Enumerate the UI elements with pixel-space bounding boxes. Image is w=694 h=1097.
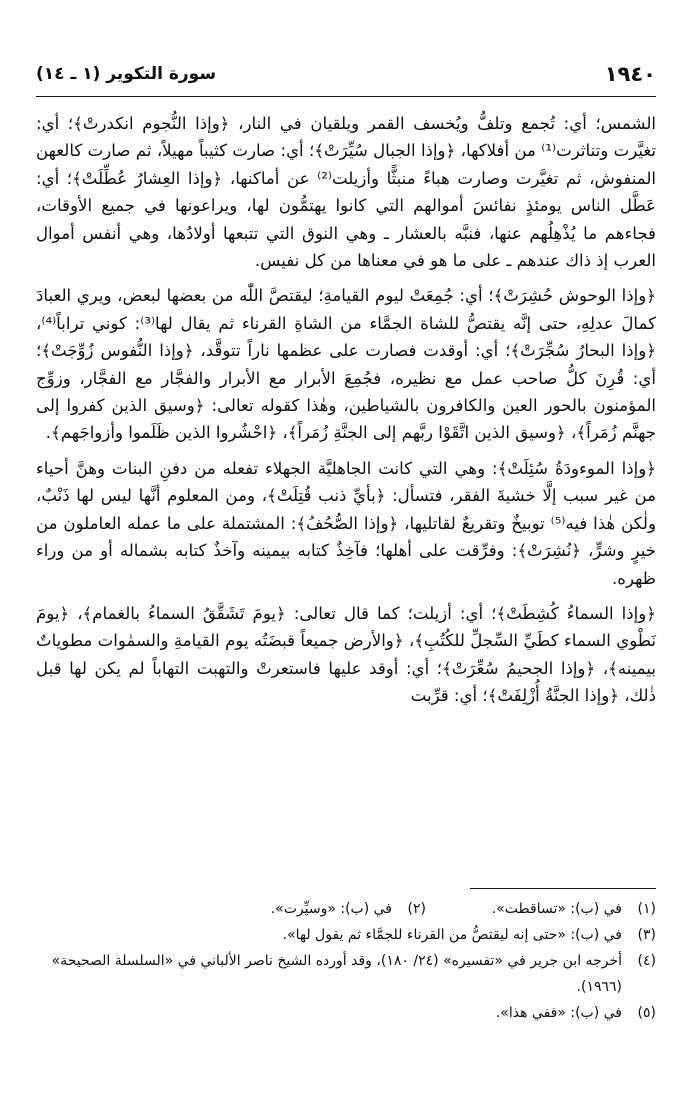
paragraph-4: ﴿وإذا السماءُ كُشِطَتْ﴾؛ أي: أزيلت؛ كما قال تعالى: ﴿يومَ تَشَقَّقُ السماءُ بالغمام﴾، ﴿يومَ نَطْوي السماء كطَيِّ السِّجلِّ للكُتُبِ﴾، ﴿والأرض جميعاً قبضَتُه يوم القيامةِ والسمٰوات مطوياتٌ بيمينه﴾، ﴿وإذا الجحيمُ سُعِّرَتْ﴾؛ أي: أوقد عليها فاستعرتْ والتهبت التهاباً لم يكن لها قبل ذٰلك، ﴿وإذا الجنَّةُ أُزْلِفَتْ﴾؛ أي: قرِّبت <box>36 603 656 706</box>
footnote-number: (٢) <box>407 901 426 917</box>
footnote-item <box>426 896 656 922</box>
footnote-text: في (ب): «حتى إنه ليقتصُّ من القرناء للجمَّاء ثم يقول لها». <box>282 927 622 943</box>
footnote-text: في (ب): «ففي هذا». <box>495 1005 622 1021</box>
footnote-text: في (ب): «وسيِّرت». <box>270 901 392 917</box>
paragraph-1: الشمس؛ أي: تُجمع وتلفُّ ويُخسف القمر ويلقيان في النار، ﴿وإذا النُّجوم انكدرتْ﴾؛ أي: تغيَّرت وتناثرت⁽¹⁾ من أفلاكها، ﴿وإذا الجبال سُيِّرَتْ﴾؛ أي: صارت كثيباً مهيلاً، ثم صارت كالعهن المنفوش، ثم تغيَّرت وصارت هباءً منبثًّا وأزيلت⁽²⁾ عن أماكنها، ﴿وإذا العِشارُ عُطِّلَتْ﴾؛ أي: عَطَّل الناس يومئذٍ نفائسَ أموالهم التي كانوا يهتمُّون لها، ويراعونها في جميع الأوقات، فجاءهم ما يُذْهِلُهم عنها، فنبَّه بالعشار ـ وهي النوق التي تتبعها أولادُها، وهي أنفس أموال العرب إذ ذاك عندهم ـ على ما هو في معناها من كل نفيس. <box>36 114 656 271</box>
footnote-number: (٤) <box>637 953 656 969</box>
footnote-item <box>36 1000 656 1026</box>
footnote-text: في (ب): «تساقطت». <box>491 901 622 917</box>
footnotes <box>36 896 656 1026</box>
paragraph-3: ﴿وإذا الموءودَةُ سُئِلَتْ﴾: وهي التي كانت الجاهليَّة الجهلاء تفعله من دفنِ البنات وهنَّ أحياء من غير سبب إلَّا خشيةَ الفقر، فتسأل: ﴿بأيِّ ذنب قُتِلَتْ﴾، ومن المعلوم أنَّها ليس لها ذَنْبٌ، ولٰكن هٰذا فيه⁽⁵⁾ توبيخٌ وتقريعٌ لقاتليها، ﴿وإذا الصُّحُفُ﴾: المشتملة على ما عمله العاملون من خيرٍ وشرٍّ، ﴿نُشِرَتْ﴾: وفرِّقت على أهلها؛ فآخِذٌ كتابه بيمينه وآخذٌ كتابه بشماله أو من وراء ظهره. <box>36 458 656 588</box>
page-number: ١٩٤٠ <box>604 62 656 86</box>
header-divider <box>36 96 656 97</box>
footnote-row <box>36 896 656 922</box>
footnote-item <box>36 922 656 948</box>
footnote-divider <box>470 888 656 889</box>
footnote-number: (٣) <box>637 927 656 943</box>
paragraph-2: ﴿وإذا الوحوش حُشِرَتْ﴾؛ أي: جُمِعَتْ ليوم القيامةِ؛ ليقتصَّ اللّٰه من بعضها لبعض، ويري العبادَ كمالَ عدلِهِ، حتى إنَّه يقتصُّ للشاة الجمَّاء من الشاةِ القرناء ثم يقال لها⁽³⁾: كوني تراباً⁽⁴⁾، ﴿وإذا البحارُ سُجِّرَتْ﴾؛ أي: أوقدت فصارت على عظمها ناراً تتوقَّد، ﴿وإذا النُّفوس زُوِّجَتْ﴾؛ أي: قُرِنَ كلُّ صاحب عمل مع نظيره، فجُمِعَ الأبرار مع الأبرار والفجَّار مع الفجَّار، وزوِّج المؤمنون بالحور العين والكافرون بالشياطين، وهٰذا كقوله تعالى: ﴿وسيق الذين كفروا إلى جهنَّم زُمَراً﴾، ﴿وسيق الذين اتَّقَوْا ربَّهم إلى الجنَّةِ زُمَراً﴾، ﴿احْشُروا الذين ظَلَموا وأزواجَهم﴾. <box>36 286 656 443</box>
page-header <box>36 60 656 96</box>
footnote-number: (١) <box>637 901 656 917</box>
running-title: سورة التكوير (١ ـ ١٤) <box>36 64 217 84</box>
footnote-item <box>36 948 656 1000</box>
footnote-text: أخرجه ابن جرير في «تفسيره» (٢٤/ ١٨٠)، وقد أورده الشيخ ناصر الألباني في «السلسلة الصحيحة» (١٩٦٦). <box>51 953 622 995</box>
footnote-item <box>271 896 426 922</box>
main-text <box>36 110 656 710</box>
footnote-number: (٥) <box>637 1005 656 1021</box>
